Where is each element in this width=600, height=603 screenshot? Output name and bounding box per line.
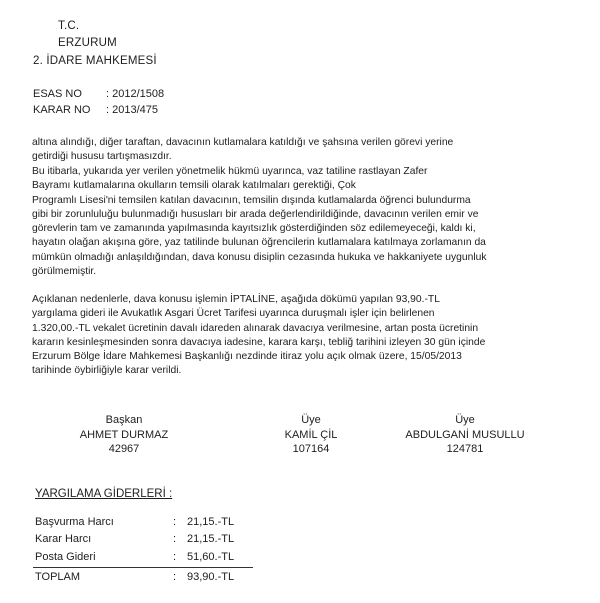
text-line: getirdiği hususu tartışmasızdır. [32, 151, 172, 163]
signature-number: 42967 [108, 443, 140, 455]
text-line: hayatın olağan akışına göre, yaz tatilinde bulunan öğrencilerin kutlamalara katılmaya zorlamanın da [32, 237, 486, 249]
text-line: mümkün olmadığı anlaşıldığından, dava konusu disiplin cezasında hukuka ve hakkaniyete uygunluk [32, 251, 487, 263]
signature-role: Üye [455, 414, 475, 426]
signature-block-member-2 [385, 413, 545, 457]
karar-value: : 2013/475 [106, 104, 158, 116]
costs-title: YARGILAMA GİDERLERİ : [35, 488, 173, 500]
esas-label: ESAS NO [33, 88, 82, 100]
cost-label: Başvurma Harcı [35, 516, 114, 528]
body-paragraph-2 [32, 165, 572, 279]
text-line: görülmemiştir. [32, 266, 97, 278]
text-line: 1.320,00.-TL vekalet ücretinin davalı idareden alınarak davacıya verilmesine, artan posta ücretinin [32, 322, 479, 334]
text-line: altına alındığı, diğer taraftan, davacının kutlamalara katıldığı ve şahsına verilen görevi yerine [32, 137, 454, 148]
signature-number: 124781 [446, 443, 484, 455]
text-line: Açıklanan nedenlerle, dava konusu işlemin İPTALİNE, aşağıda dökümü yapılan 93,90.-TL [32, 294, 440, 305]
signature-role: Başkan [105, 414, 143, 426]
cost-value: 51,60.-TL [187, 551, 235, 563]
text-line: görevlerin tam ve zamanında yapılmasında kayıtsızlık gösterdiğinden söz edilemeyeceği, kaldı ki, [32, 223, 476, 235]
body-paragraph-3 [32, 293, 572, 379]
signature-name: KAMİL ÇİL [284, 428, 338, 441]
total-divider [33, 567, 253, 568]
cost-colon: : [173, 551, 177, 563]
text-line: Erzurum Bölge İdare Mahkemesi Başkanlığı nezdinde itiraz yolu açık olmak üzere, 15/05/2013 [32, 351, 462, 363]
cost-value: 21,15.-TL [187, 516, 235, 528]
header-city: ERZURUM [58, 37, 117, 49]
signature-name: AHMET DURMAZ [79, 428, 169, 441]
cost-label: TOPLAM [35, 571, 81, 583]
text-line: Bu itibarla, yukarıda yer verilen yönetmelik hükmü uyarınca, vaz tatiline rastlayan Zafer [32, 166, 428, 177]
cost-label: Karar Harcı [35, 533, 92, 545]
cost-colon: : [173, 516, 177, 528]
header-court: 2. İDARE MAHKEMESİ [33, 55, 157, 67]
signature-block-president [44, 413, 204, 457]
text-line: kararın kesinleşmesinden sonra davacıya iadesine, karara karşı, tebliğ tarihini izleyen 30 gün içinde [32, 336, 486, 348]
text-line: yargılama gideri ile Avukatlık Asgari Ücret Tarifesi uyarınca duruşmalı işler için belirlenen [32, 308, 435, 320]
signature-block-member-1 [231, 413, 391, 457]
cost-colon: : [173, 533, 177, 545]
cost-colon: : [173, 571, 177, 583]
body-paragraph-1 [32, 136, 572, 165]
esas-value: : 2012/1508 [106, 88, 165, 100]
cost-value: 93,90.-TL [187, 571, 235, 583]
header-tc: T.C. [58, 20, 80, 32]
text-line: gibi bir zorunluluğu bulunmadığı hususları bir arada değerlendirildiğinde, davacının verilen emir ve [32, 208, 479, 220]
text-line: tarihinde öybirliğiyle karar verildi. [32, 365, 182, 377]
text-line: Bayramı kutlamalarına okulların temsili olarak katılmaları gerektiği, Çok [32, 180, 356, 192]
signature-number: 107164 [292, 443, 330, 455]
text-line: Programlı Lisesi'ni temsilen katılan davacının, temsilin dışında kutlamalarda öğrenci bulundurma [32, 194, 471, 206]
cost-label: Posta Gideri [35, 551, 96, 563]
signature-name: ABDULGANİ MUSULLU [405, 428, 525, 441]
cost-value: 21,15.-TL [187, 533, 235, 545]
signature-role: Üye [301, 414, 321, 426]
karar-label: KARAR NO [33, 104, 91, 116]
